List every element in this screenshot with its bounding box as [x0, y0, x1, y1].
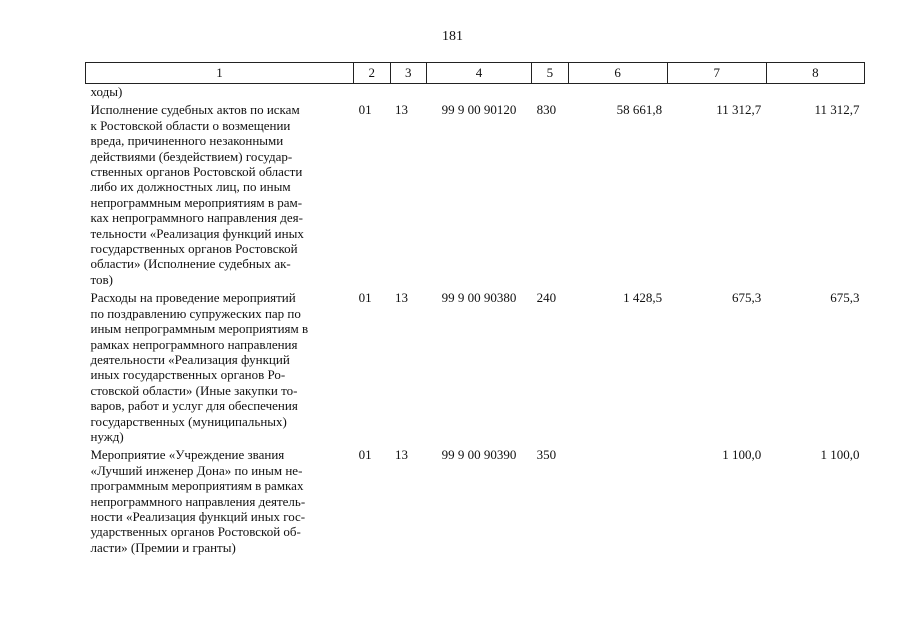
- table-row: [86, 99, 865, 287]
- expense-type-code: 830: [536, 102, 557, 118]
- text-line: иных государственных органов Ро-: [90, 367, 286, 383]
- amount-col-6: [568, 444, 667, 555]
- expenditure-description: [86, 444, 354, 555]
- text-line: вреда, причиненного незаконными: [90, 133, 284, 149]
- text-line: тов): [90, 271, 113, 287]
- column-header-1: 1: [86, 63, 354, 84]
- text-line: к Ростовской области о возмещении: [90, 117, 291, 133]
- subsection-code: 13: [395, 102, 408, 118]
- column-header-3: 3: [390, 63, 426, 84]
- section-code: 01: [358, 447, 372, 463]
- text-line: непрограммным мероприятиям в рам-: [90, 194, 303, 210]
- text-line: государственных органов Ростовской: [90, 241, 298, 257]
- section-code: 01: [358, 290, 372, 306]
- table-row: [86, 287, 865, 444]
- subsection-code: 13: [395, 290, 408, 306]
- column-header-6: 6: [568, 63, 667, 84]
- expenditure-description: [86, 287, 354, 444]
- text-line: либо их должностных лиц, по иным: [90, 179, 291, 195]
- text-line: действиями (бездействием) государ-: [90, 148, 293, 164]
- text-line: Расходы на проведение мероприятий: [90, 290, 296, 306]
- column-header-7: 7: [667, 63, 766, 84]
- text-line: области» (Исполнение судебных ак-: [90, 256, 291, 272]
- table-row: [86, 444, 865, 555]
- text-line: стовской области» (Иные закупки то-: [90, 382, 298, 398]
- expense-type-code: 240: [536, 290, 557, 306]
- text-line: варов, работ и услуг для обеспечения: [90, 398, 298, 414]
- text-line: нужд): [90, 428, 124, 444]
- continuation-text: [86, 84, 354, 100]
- text-line: по поздравлению супружеских пар по: [90, 305, 301, 321]
- text-line: Исполнение судебных актов по искам: [90, 102, 300, 118]
- target-article-code: 99 9 00 90380: [441, 290, 517, 306]
- target-article-code: 99 9 00 90390: [441, 447, 517, 463]
- text-line: ках непрограммного направления дея-: [90, 210, 303, 226]
- text-line: Мероприятие «Учреждение звания: [90, 447, 285, 463]
- text-line: ственных органов Ростовской области: [90, 164, 303, 180]
- amount-col-7: 1 100,0: [722, 447, 762, 463]
- column-number-header-row: [86, 63, 865, 84]
- column-header-2: 2: [354, 63, 390, 84]
- text-line: ходы): [90, 84, 123, 99]
- text-line: тельности «Реализация функций иных: [90, 225, 304, 241]
- text-line: деятельности «Реализация функций: [90, 351, 290, 367]
- expense-type-code: 350: [536, 447, 557, 463]
- section-code: 01: [358, 102, 372, 118]
- text-line: программным мероприятиям в рамках: [90, 478, 304, 494]
- amount-col-7: 11 312,7: [716, 102, 762, 118]
- subsection-code: 13: [395, 447, 408, 463]
- column-header-5: 5: [532, 63, 568, 84]
- text-line: рамках непрограммного направления: [90, 336, 298, 352]
- budget-table: [85, 62, 865, 555]
- amount-col-8: 11 312,7: [814, 102, 860, 118]
- amount-col-8: 1 100,0: [820, 447, 860, 463]
- text-line: ударственных органов Ростовской об-: [90, 524, 301, 540]
- amount-col-6: 1 428,5: [623, 290, 663, 306]
- page-number: 181: [442, 29, 463, 44]
- amount-col-8: 675,3: [830, 290, 860, 306]
- text-line: ности «Реализация функций иных гос-: [90, 508, 306, 524]
- amount-col-6: 58 661,8: [616, 102, 663, 118]
- continuation-row: [86, 84, 865, 100]
- text-line: иным непрограммным мероприятиям в: [90, 321, 309, 337]
- amount-col-7: 675,3: [732, 290, 762, 306]
- column-header-4: 4: [426, 63, 531, 84]
- text-line: ласти» (Премии и гранты): [90, 539, 236, 555]
- text-line: непрограммного направления деятель-: [90, 493, 306, 509]
- target-article-code: 99 9 00 90120: [441, 102, 517, 118]
- text-line: государственных (муниципальных): [90, 413, 287, 429]
- text-line: «Лучший инженер Дона» по иным не-: [90, 462, 303, 478]
- column-header-8: 8: [766, 63, 864, 84]
- expenditure-description: [86, 99, 354, 287]
